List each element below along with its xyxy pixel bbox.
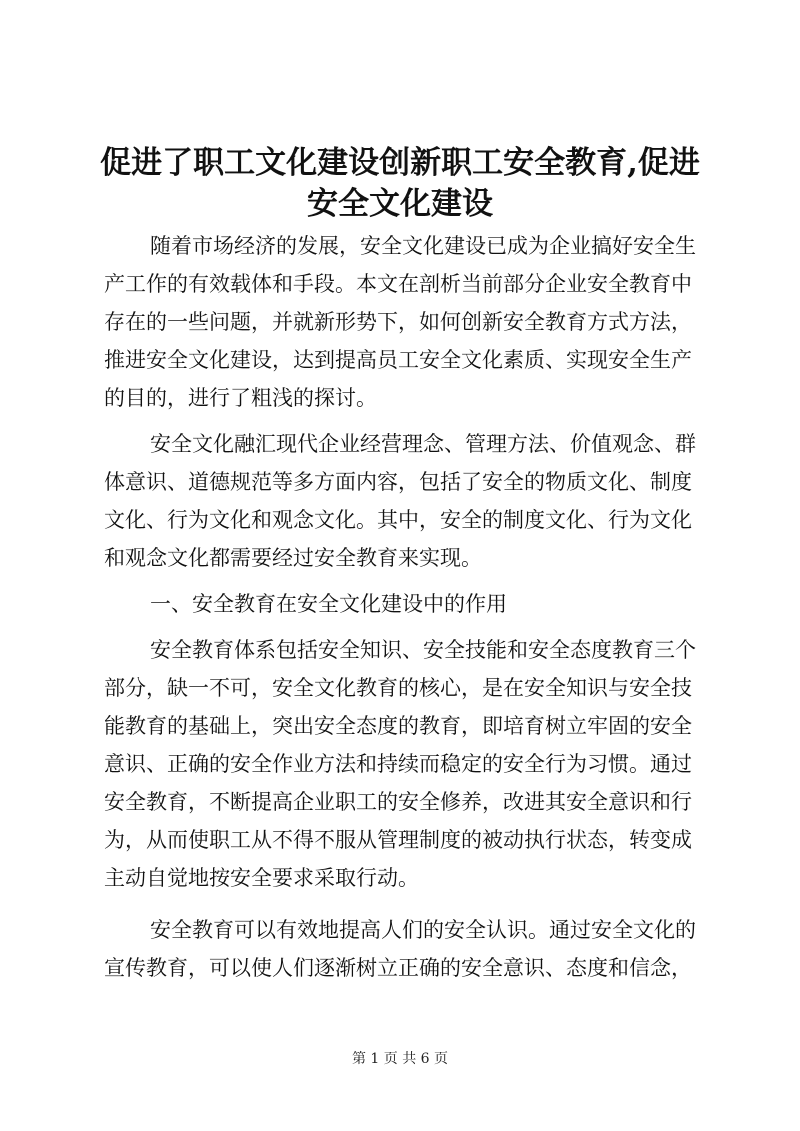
body-line: 主动自觉地按安全要求采取行动。 bbox=[104, 866, 419, 890]
body-line: 部分，缺一不可，安全文化教育的核心，是在安全知识与安全技 bbox=[104, 676, 692, 700]
body-line: 推进安全文化建设，达到提高员工安全文化素质、实现安全生产 bbox=[104, 348, 692, 372]
body-line: 安全教育，不断提高企业职工的安全修养，改进其安全意识和行 bbox=[104, 790, 692, 814]
body-line: 宣传教育，可以使人们逐渐树立正确的安全意识、态度和信念， bbox=[104, 956, 692, 980]
body-line: 的目的，进行了粗浅的探讨。 bbox=[104, 386, 377, 410]
body-line: 随着市场经济的发展，安全文化建设已成为企业搞好安全生 bbox=[150, 234, 696, 258]
body-line: 体意识、道德规范等多方面内容，包括了安全的物质文化、制度 bbox=[104, 470, 692, 494]
body-line: 安全教育体系包括安全知识、安全技能和安全态度教育三个 bbox=[150, 638, 696, 662]
body-line: 安全文化融汇现代企业经营理念、管理方法、价值观念、群 bbox=[150, 432, 696, 456]
document-title-line-2: 安全文化建设 bbox=[307, 186, 493, 222]
body-line: 安全教育可以有效地提高人们的安全认识。通过安全文化的 bbox=[150, 918, 696, 942]
body-line: 和观念文化都需要经过安全教育来实现。 bbox=[104, 546, 482, 570]
body-line: 能教育的基础上，突出安全态度的教育，即培育树立牢固的安全 bbox=[104, 714, 692, 738]
document-title-line-1: 促进了职工文化建设创新职工安全教育,促进 bbox=[100, 145, 700, 181]
page-number-footer: 第 1 页 共 6 页 bbox=[351, 1051, 449, 1067]
body-line: 为，从而使职工从不得不服从管理制度的被动执行状态，转变成 bbox=[104, 828, 692, 852]
body-line: 文化、行为文化和观念文化。其中，安全的制度文化、行为文化 bbox=[104, 508, 692, 532]
body-line: 产工作的有效载体和手段。本文在剖析当前部分企业安全教育中 bbox=[104, 272, 692, 296]
body-line: 意识、正确的安全作业方法和持续而稳定的安全行为习惯。通过 bbox=[104, 752, 692, 776]
body-line: 存在的一些问题，并就新形势下，如何创新安全教育方式方法， bbox=[104, 310, 692, 334]
section-heading: 一、安全教育在安全文化建设中的作用 bbox=[150, 592, 507, 616]
